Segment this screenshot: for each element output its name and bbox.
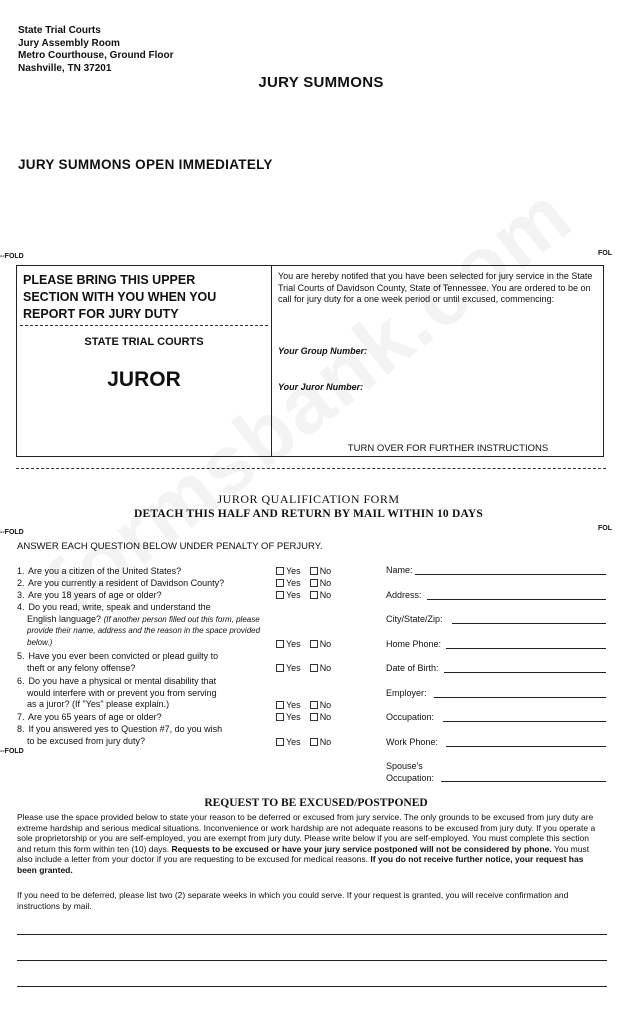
yes-checkbox[interactable] (276, 591, 284, 599)
question-text: Have you ever been convicted or plead guilty to (28, 651, 219, 661)
turn-over-instruction: TURN OVER FOR FURTHER INSTRUCTIONS (347, 443, 549, 454)
yes-checkbox[interactable] (276, 567, 284, 575)
no-label: No (319, 566, 332, 576)
request-text: You must also include a letter from your doctor if you are requesting to be excused for medical reasons. (17, 843, 590, 864)
question-text: as a juror? (If "Yes" please explain.) (27, 699, 170, 709)
fold-mark-right: FOL (598, 250, 612, 257)
question-text: Do you have a physical or mental disability that (28, 676, 217, 686)
work-phone-field[interactable] (446, 746, 606, 747)
spouse-label-line: Spouse's (386, 761, 423, 771)
no-label: No (319, 663, 332, 673)
deferral-instructions: If you need to be deferred, please list two (2) separate weeks in which you could serve. If your request is granted, you will receive confirmation and instructions by mail. (17, 890, 569, 911)
home-phone-label: Home Phone: (386, 639, 442, 649)
question-3 (17, 590, 162, 602)
request-text-bold: If you do not receive further notice, your request has been granted. (17, 854, 584, 875)
answer-q1 (276, 566, 331, 576)
bring-line: PLEASE BRING THIS UPPER (23, 273, 196, 287)
no-label: No (319, 590, 332, 600)
name-label: Name: (386, 565, 413, 575)
question-text: Are you currently a resident of Davidson County? (28, 578, 225, 588)
summons-notice: You are hereby notifed that you have been selected for jury service in the State Trial Courts of Davidson County, State of Tennessee. You are ordered to be on call for jury duty for a one week period or until excused, commencing: (278, 271, 593, 304)
answer-q4 (276, 639, 331, 649)
question-8 (17, 724, 272, 747)
spouse-label-line: Occupation: (386, 772, 435, 783)
yes-label: Yes (286, 590, 301, 600)
answer-q2 (276, 578, 331, 588)
court-address (18, 25, 174, 75)
yes-checkbox[interactable] (276, 664, 284, 672)
request-text: Please use the space provided below to state your reason to be deferred or excused from jury service. The only grounds to be excused from jury duty are extreme hardship and serious medical situations. Inconvenience or work hardship are not adequate reasons to be excused from jury duty. If you operate a sole proprietorship or you are self-employed, you are exempt from jury duty. Please write below if you are self-employed. You must complete this section and return this form within ten (10) days. (17, 812, 596, 854)
bring-instruction (23, 272, 268, 323)
question-text: Do you read, write, speak and understand the (28, 602, 211, 612)
bring-line: REPORT FOR JURY DUTY (23, 307, 179, 321)
question-number: 6. (17, 676, 25, 686)
writing-line[interactable] (17, 934, 607, 935)
request-text-bold: Requests to be excused or have your jury service postponed will not be considered by phone. (171, 843, 552, 854)
yes-checkbox[interactable] (276, 713, 284, 721)
address-line: Jury Assembly Room (18, 37, 120, 49)
date-of-birth-label: Date of Birth: (386, 663, 439, 673)
group-number-label: Your Group Number: (278, 346, 368, 356)
answer-q7 (276, 712, 331, 722)
address-field[interactable] (427, 599, 606, 600)
question-text: English language? (27, 613, 102, 624)
yes-label: Yes (286, 663, 301, 673)
question-text: theft or any felony offense? (27, 662, 136, 673)
no-checkbox[interactable] (310, 579, 318, 587)
question-2 (17, 578, 224, 590)
city-state-zip-label: City/State/Zip: (386, 614, 443, 624)
employer-label: Employer: (386, 688, 427, 698)
spouse-occupation-field[interactable] (441, 781, 606, 782)
yes-label: Yes (286, 578, 301, 588)
no-checkbox[interactable] (310, 640, 318, 648)
yes-checkbox[interactable] (276, 579, 284, 587)
upper-section-divider (271, 265, 272, 457)
answer-q5 (276, 663, 331, 673)
writing-line[interactable] (17, 986, 607, 987)
bring-line: SECTION WITH YOU WHEN YOU (23, 290, 217, 304)
yes-label: Yes (286, 566, 301, 576)
yes-checkbox[interactable] (276, 640, 284, 648)
page-title: JURY SUMMONS (258, 74, 384, 91)
fold-mark-right: FOL (598, 525, 612, 532)
juror-label: JUROR (107, 368, 181, 391)
question-6 (17, 676, 272, 711)
no-checkbox[interactable] (310, 591, 318, 599)
qualification-title: JUROR QUALIFICATION FORM (217, 492, 400, 506)
question-7 (17, 712, 162, 724)
address-line: Metro Courthouse, Ground Floor (18, 50, 174, 61)
request-title: REQUEST TO BE EXCUSED/POSTPONED (204, 797, 428, 809)
occupation-field[interactable] (443, 721, 606, 722)
address-line: State Trial Courts (18, 25, 101, 36)
juror-number-label: Your Juror Number: (278, 382, 364, 392)
question-text: Are you a citizen of the United States? (28, 566, 182, 576)
answer-q6 (276, 700, 331, 710)
question-4 (17, 602, 272, 648)
detach-instruction: DETACH THIS HALF AND RETURN BY MAIL WITHIN 10 DAYS (134, 508, 483, 520)
question-number: 4. (17, 602, 25, 612)
question-text: Are you 65 years of age or older? (28, 712, 162, 722)
employer-field[interactable] (434, 697, 606, 698)
question-5 (17, 651, 272, 674)
dashed-divider (20, 325, 268, 326)
address-line: Nashville, TN 37201 (18, 62, 112, 74)
no-label: No (319, 639, 332, 649)
occupation-label: Occupation: (386, 712, 435, 722)
fold-mark-left: --FOLD (0, 748, 24, 755)
yes-label: Yes (286, 737, 301, 747)
question-text: would interfere with or prevent you from serving (27, 687, 217, 698)
yes-checkbox[interactable] (276, 701, 284, 709)
home-phone-field[interactable] (446, 648, 606, 649)
no-checkbox[interactable] (310, 567, 318, 575)
detach-line (16, 468, 606, 469)
request-instructions (17, 812, 605, 875)
question-text: If you answered yes to Question #7, do you wish (28, 724, 223, 734)
no-label: No (319, 578, 332, 588)
no-checkbox[interactable] (310, 664, 318, 672)
open-immediately-notice: JURY SUMMONS OPEN IMMEDIATELY (18, 157, 273, 172)
no-checkbox[interactable] (310, 701, 318, 709)
no-checkbox[interactable] (310, 713, 318, 721)
penalty-instruction: ANSWER EACH QUESTION BELOW UNDER PENALTY OF PERJURY. (17, 541, 323, 552)
question-text: to be excused from jury duty? (27, 735, 146, 746)
no-label: No (319, 712, 332, 722)
question-note: (If another person filled out this form, please provide their name, address and the reason in the space provided below.) (27, 614, 261, 647)
fold-mark-left: --FOLD (0, 529, 24, 536)
question-number: 5. (17, 651, 25, 661)
writing-line[interactable] (17, 960, 607, 961)
question-number: 3. (17, 590, 25, 600)
yes-label: Yes (286, 712, 301, 722)
yes-checkbox[interactable] (276, 738, 284, 746)
address-label: Address: (386, 590, 422, 600)
question-number: 8. (17, 724, 25, 734)
answer-q8 (276, 737, 331, 747)
city-state-zip-field[interactable] (452, 623, 606, 624)
question-1 (17, 566, 181, 578)
question-number: 7. (17, 712, 25, 722)
spouse-occupation-label (386, 761, 434, 784)
no-checkbox[interactable] (310, 738, 318, 746)
no-label: No (319, 700, 332, 710)
courts-label: STATE TRIAL COURTS (84, 336, 204, 348)
question-text: Are you 18 years of age or older? (28, 590, 162, 600)
answer-q3 (276, 590, 331, 600)
fold-mark-left: --FOLD (0, 253, 24, 260)
question-number: 2. (17, 578, 25, 588)
yes-label: Yes (286, 700, 301, 710)
work-phone-label: Work Phone: (386, 737, 438, 747)
question-number: 1. (17, 566, 25, 576)
name-field[interactable] (415, 574, 606, 575)
date-of-birth-field[interactable] (444, 672, 606, 673)
yes-label: Yes (286, 639, 301, 649)
no-label: No (319, 737, 332, 747)
